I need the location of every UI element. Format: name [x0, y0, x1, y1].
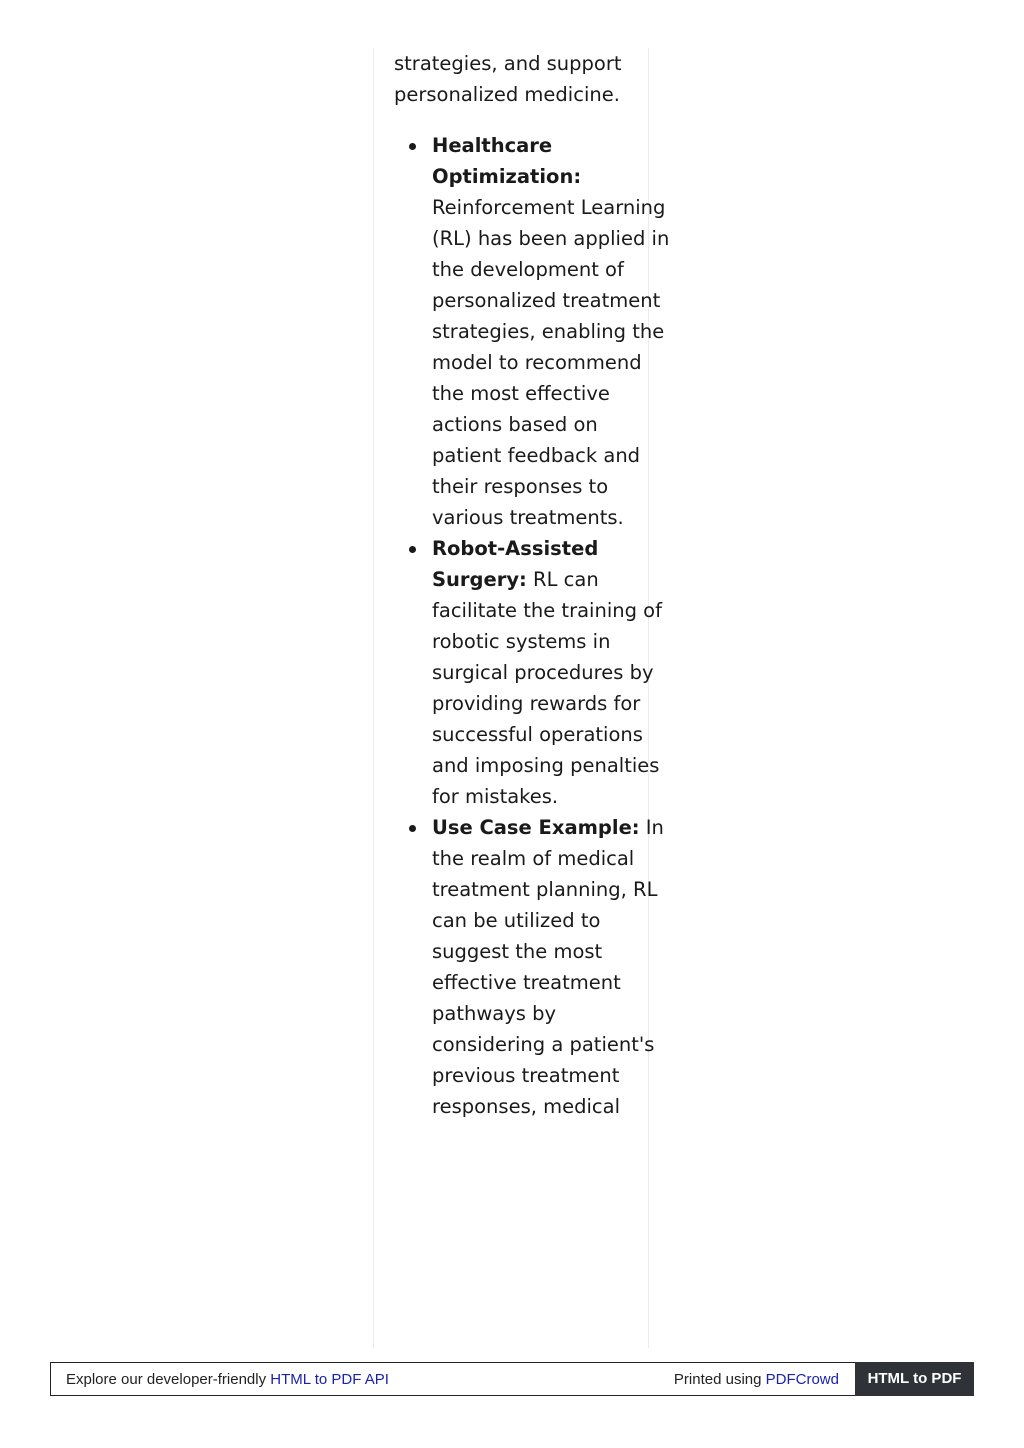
list-item-title: Robot-Assisted Surgery: — [432, 537, 599, 591]
bullet-icon — [409, 825, 416, 832]
footer-explore-text: Explore our developer-friendly — [66, 1371, 271, 1388]
list-item-body: RL can facilitate the training of robotic systems in surgical procedures by providing rewards for successful operations and imposing penalties for mistakes. — [432, 568, 662, 808]
list-item-title: Use Case Example: — [432, 816, 640, 839]
list-item — [432, 130, 672, 533]
pdf-footer-bar — [50, 1362, 974, 1396]
footer-printed — [674, 1371, 839, 1388]
list-item-body: Reinforcement Learning (RL) has been applied in the development of personalized treatment strategies, enabling the model to recommend the most effective actions based on patient feedback and their responses to various treatments. — [432, 196, 670, 529]
list-item-body: In the realm of medical treatment planning, RL can be utilized to suggest the most effective treatment pathways by considering a patient's previous treatment responses, medical — [432, 816, 664, 1118]
list-item — [432, 533, 672, 812]
html-to-pdf-api-link[interactable]: HTML to PDF API — [270, 1371, 389, 1388]
bullet-icon — [409, 546, 416, 553]
use-case-list — [394, 130, 672, 1122]
footer-printed-text: Printed using — [673, 1371, 766, 1388]
list-item — [432, 812, 672, 1122]
list-item-title: Healthcare Optimization: — [432, 134, 582, 188]
html-to-pdf-button[interactable]: HTML to PDF — [855, 1362, 974, 1396]
footer-explore — [66, 1371, 389, 1388]
lead-paragraph: strategies, and support personalized medicine. — [394, 52, 622, 106]
pdfcrowd-link[interactable]: PDFCrowd — [765, 1371, 839, 1388]
bullet-icon — [409, 143, 416, 150]
